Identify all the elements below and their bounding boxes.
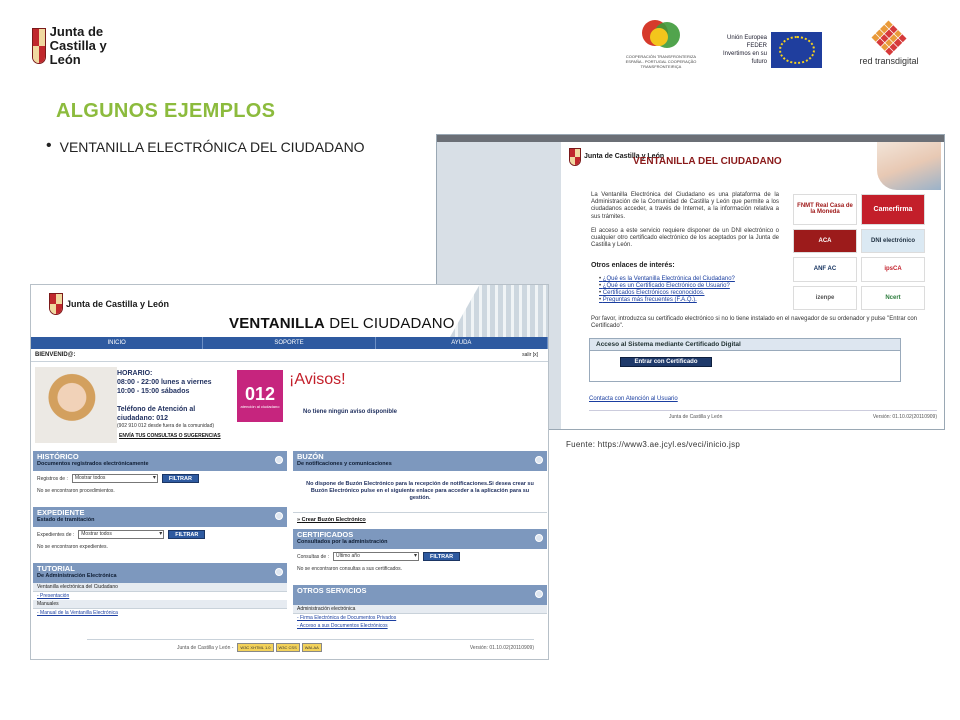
standards-badges (237, 643, 321, 652)
expediente-empty-text: No se encontraron expedientes. (37, 544, 108, 550)
eu-line-3: Invertimos en su futuro (722, 51, 768, 65)
panel-certificados-head (293, 529, 547, 549)
red-transdigital-text: red transdigital (859, 56, 919, 66)
cooperation-logo-text: COOPERACIÓN TRANSFRONTERIZA ESPAÑA - PORTUGAL COOPERAÇÃO TRANSFRONTEIRIÇA (625, 54, 697, 69)
eu-line-2: FEDER (746, 43, 768, 49)
certificate-logos (793, 194, 925, 310)
slide-title: ALGUNOS EJEMPLOS (56, 100, 276, 122)
access-box-title: Acceso al Sistema mediante Certificado Digital (590, 339, 900, 351)
panel-tutorial-subtitle: De Administración Electrónica (37, 573, 117, 579)
login-footer (589, 410, 937, 420)
links-list (599, 276, 735, 304)
divider (31, 361, 548, 362)
expediente-filter-select[interactable]: Mostrar todos ▾ (78, 530, 164, 539)
historico-filter-button[interactable]: FILTRAR (162, 474, 199, 483)
nav-ayuda[interactable]: AYUDA (376, 337, 548, 349)
crear-buzon-link[interactable]: » Crear Buzón Electrónico (293, 512, 547, 527)
dashboard-jcyl-logo (49, 293, 169, 315)
tutorial-link-presentacion[interactable]: - Presentación (37, 593, 70, 599)
panel-buzon-subtitle: De notificaciones y comunicaciones (297, 461, 392, 467)
certificados-filter-select[interactable]: Último año ▾ (333, 552, 419, 561)
panel-otros-head (293, 585, 547, 605)
historico-filter-select[interactable]: Mostrar todos ▾ (72, 474, 158, 483)
red-transdigital-logo (846, 22, 932, 72)
eu-line-1: Unión Europea (726, 35, 768, 41)
panel-buzon-head (293, 451, 547, 471)
browser-strip (437, 135, 944, 142)
login-footer-version: Versión: 01.10.02(20110909) (872, 414, 937, 420)
crear-buzon-label[interactable]: Crear Buzón Electrónico (301, 517, 366, 523)
source-note: Fuente: https://www3.ae.jcyl.es/veci/inicio.jsp (566, 440, 741, 449)
expediente-filter-label: Expedientes de : (37, 531, 75, 538)
contact-support-link[interactable]: Contacta con Atención al Usuario (589, 396, 678, 402)
slide-bullet (46, 139, 365, 155)
bullet-text: VENTANILLA ELECTRÓNICA DEL CIUDADANO (59, 139, 365, 155)
collapse-icon[interactable] (275, 512, 283, 520)
nav-soporte[interactable]: SOPORTE (203, 337, 375, 349)
nav-inicio[interactable]: INICIO (31, 337, 203, 349)
otros-link-documentos[interactable]: - Acceso a sus Documentos Electrónicos (297, 623, 388, 629)
login-requirement-text: El acceso a este servicio requiere disponer de un DNI electrónico o cualquier otro certificado electrónico de los aceptados por la Junta de Castilla y León. (591, 228, 779, 249)
panel-buzon (293, 451, 547, 527)
izenpe-logo: izenpe (793, 286, 857, 311)
panel-expediente-subtitle: Estado de tramitación (37, 517, 95, 523)
coat-of-arms-icon (32, 28, 46, 64)
badge-wai[interactable]: WAI-AA (302, 643, 322, 652)
link-faq[interactable]: • Preguntas más frecuentes (F.A.Q.). (599, 297, 735, 304)
anf-ac-logo: ANF AC (793, 257, 857, 282)
link-que-es-certificado[interactable]: • ¿Qué es un Certificado Electrónico de Usuario? (599, 283, 735, 290)
ipsca-logo: ipsCA (861, 257, 925, 282)
expediente-filter-button[interactable]: FILTRAR (168, 530, 205, 539)
dashboard-header (31, 285, 548, 337)
schedule-weekdays: 08:00 - 22:00 lunes a viernes (117, 379, 212, 386)
camerfirma-logo: Camerfirma (861, 194, 925, 225)
link-que-es-ventanilla[interactable]: • ¿Qué es la Ventanilla Electrónica del Ciudadano? (599, 276, 735, 283)
collapse-icon[interactable] (275, 568, 283, 576)
panel-tutorial (33, 563, 287, 617)
eu-feder-logo (718, 30, 822, 70)
dashboard-footer-version: Versión: 01.10.02(20110909) (469, 644, 534, 651)
panel-historico-subtitle: Documentos registrados electrónicamente (37, 461, 149, 467)
cooperation-circles-icon (638, 18, 684, 54)
woman-with-laptop-image (877, 142, 941, 190)
main-nav (31, 337, 548, 349)
eu-flag-icon (771, 32, 822, 68)
ncert-logo: Ncert (861, 286, 925, 311)
notices-title: ¡Avisos! (289, 371, 346, 388)
panel-certificados-subtitle: Consultados por la administración (297, 539, 388, 545)
phone-block (117, 405, 195, 423)
collapse-icon[interactable] (535, 590, 543, 598)
panel-historico-head (33, 451, 287, 471)
building-image (450, 285, 548, 337)
links-title: Otros enlaces de interés: (591, 262, 675, 269)
welcome-text: BIENVENID@: (35, 352, 76, 358)
badge-012 (237, 370, 283, 422)
login-instruction-text: Por favor, introduzca su certificado electrónico si no lo tiene instalado en el navegador de su ordenador y pulse "Entrar con Certificado". (591, 316, 917, 329)
login-footer-org: Junta de Castilla y León (669, 414, 723, 420)
notices-text: No tiene ningún aviso disponible (303, 409, 398, 415)
jcyl-logo-text: Junta de Castilla y León (49, 24, 107, 67)
dashboard-footer-org: Junta de Castilla y León - (177, 644, 234, 651)
tutorial-link-manual[interactable]: - Manual de la Ventanilla Electrónica (37, 610, 118, 616)
login-jcyl-text: Junta de Castilla y León (584, 153, 665, 160)
tutorial-item-manuales: Manuales (33, 600, 287, 609)
historico-filter-label: Registros de : (37, 475, 68, 482)
tutorial-item-ventanilla: Ventanilla electrónica del Ciudadano (33, 583, 287, 592)
coat-of-arms-icon (49, 293, 63, 315)
panel-expediente-head (33, 507, 287, 527)
badge-012-number: 012 (244, 383, 276, 404)
panel-certificados-body (293, 549, 547, 575)
login-page (561, 142, 945, 430)
panel-expediente (33, 507, 287, 553)
link-certificados-reconocidos[interactable]: • Certificados Electrónicos reconocidos. (599, 290, 735, 297)
panel-expediente-body (33, 527, 287, 553)
panel-historico (33, 451, 287, 497)
panel-tutorial-head (33, 563, 287, 583)
otros-link-firma[interactable]: - Firma Electrónica de Documentos Privados (297, 615, 397, 621)
panel-otros-title: OTROS SERVICIOS (297, 586, 367, 595)
red-transdigital-icon (871, 20, 906, 55)
collapse-icon[interactable] (535, 456, 543, 464)
dashboard-jcyl-text: Junta de Castilla y León (66, 299, 170, 309)
certificados-empty-text: No se encontraron consultas a sus certificados. (297, 566, 403, 572)
support-agent-photo (35, 367, 117, 443)
panel-historico-body (33, 471, 287, 497)
collapse-icon[interactable] (275, 456, 283, 464)
panel-tutorial-title: TUTORIAL (37, 564, 75, 573)
coat-of-arms-icon (569, 148, 581, 166)
badge-xhtml[interactable]: W3C XHTML 1.0 (237, 643, 273, 652)
dashboard-title-rest: DEL CIUDADANO (324, 315, 455, 332)
schedule-block (117, 369, 212, 396)
collapse-icon[interactable] (535, 534, 543, 542)
enter-with-certificate-button[interactable]: Entrar con Certificado (620, 357, 712, 367)
schedule-title: HORARIO: (117, 370, 153, 377)
fnmt-logo: FNMT Real Casa de la Moneda (793, 194, 857, 225)
bullet-dot-icon: • (46, 137, 52, 154)
login-page-title: VENTANILLA DEL CIUDADANO (633, 156, 782, 167)
dnie-logo: DNI electrónico (861, 229, 925, 254)
historico-empty-text: No se encontraron procedimientos. (37, 488, 115, 494)
phone-title-1: Teléfono de Atención al (117, 406, 196, 413)
dashboard-title-bold: VENTANILLA (229, 315, 325, 332)
dashboard-screenshot (30, 284, 549, 660)
panel-historico-title: HISTÓRICO (37, 452, 79, 461)
login-intro-text: La Ventanilla Electrónica del Ciudadano es una plataforma de la Administración de la Comunidad de Castilla y León que permite a los ciudadanos acceder, a través de Internet, a la información relativa a sus trámites. (591, 192, 779, 220)
phone-title-2: ciudadano: 012 (117, 415, 168, 422)
send-queries-link[interactable]: ENVÍA TUS CONSULTAS O SUGERENCIAS (119, 433, 221, 439)
panel-certificados-title: CERTIFICADOS (297, 530, 354, 539)
badge-css[interactable]: W3C CSS (276, 643, 300, 652)
certificados-filter-label: Consultas de : (297, 553, 329, 560)
certificados-filter-button[interactable]: FILTRAR (423, 552, 460, 561)
badge-012-label: atención al ciudadano (240, 403, 280, 409)
logout-link[interactable]: salir [x] (522, 352, 538, 358)
dashboard-title (229, 315, 455, 332)
schedule-saturdays: 10:00 - 15:00 sábados (117, 388, 190, 395)
dashboard-footer (87, 639, 534, 652)
panel-certificados (293, 529, 547, 575)
phone-note: (902 910 012 desde fuera de la comunidad) (117, 423, 215, 429)
panel-buzon-title: BUZÓN (297, 452, 324, 461)
otros-section: Administración electrónica (293, 605, 547, 614)
aca-logo: ACA (793, 229, 857, 254)
panel-otros-servicios (293, 585, 547, 630)
certificate-access-box (589, 338, 901, 382)
buzon-text: No dispone de Buzón Electrónico para la recepción de notificaciones.Si desea crear su Buzón Electrónico pulse en el siguiente enlace para acceder a la aplicación para su gestión. (306, 481, 534, 501)
panel-expediente-title: EXPEDIENTE (37, 508, 85, 517)
jcyl-logo (32, 18, 122, 74)
cooperation-logo (622, 18, 700, 76)
